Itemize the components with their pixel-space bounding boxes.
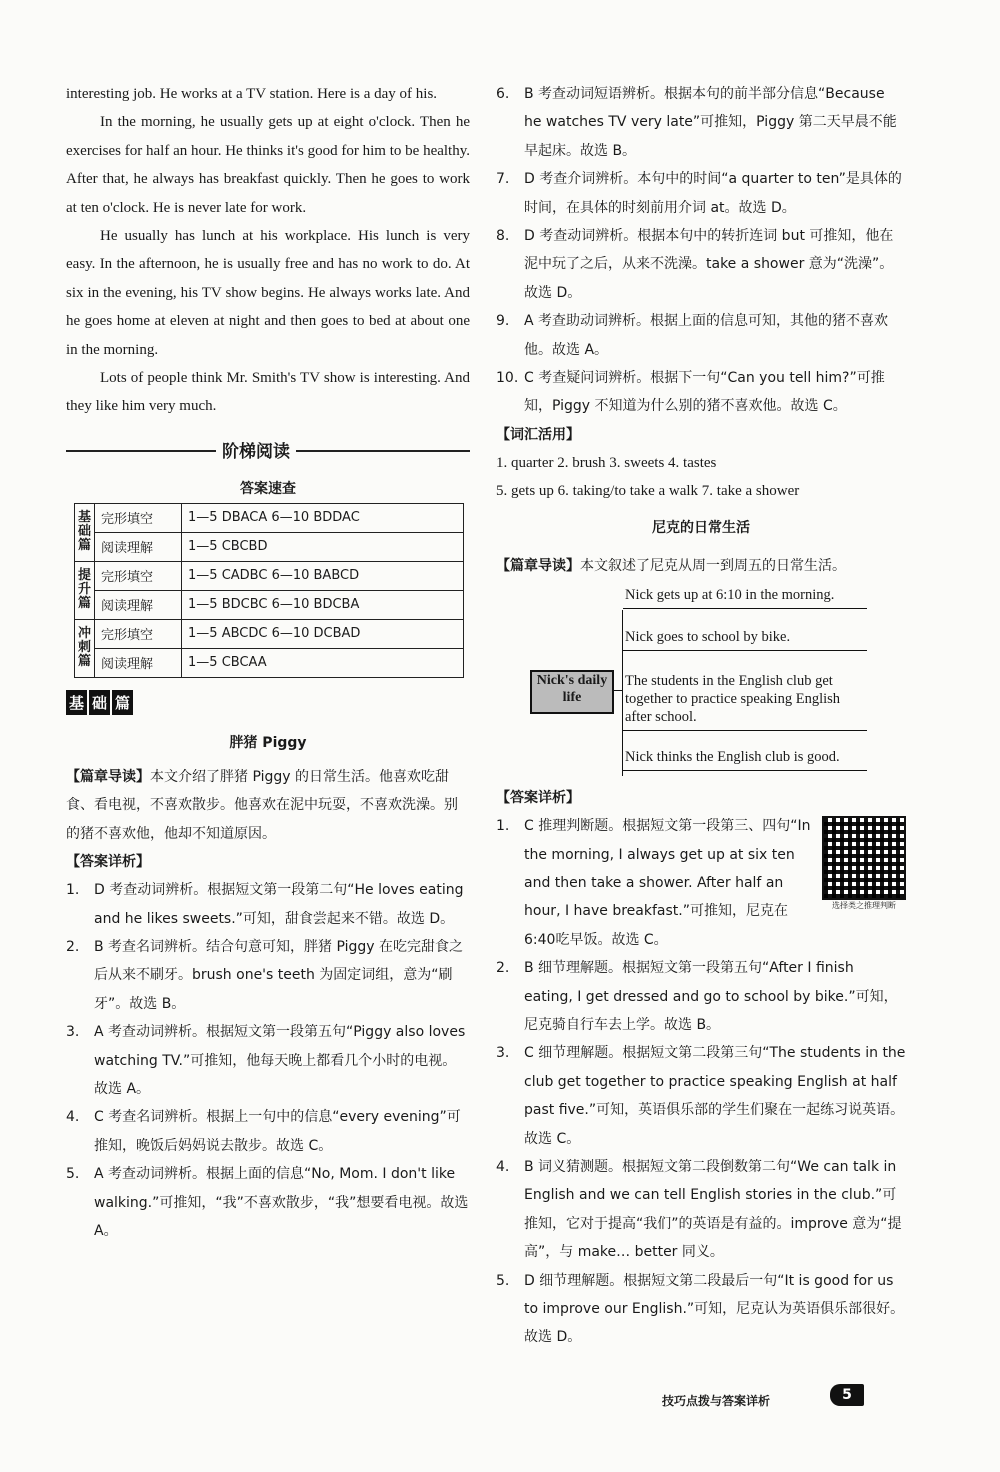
level-cell: 提升篇	[75, 561, 95, 619]
type-cell: 阅读理解	[95, 532, 182, 561]
mind-map	[496, 584, 906, 784]
answer-cell: 1—5 DBACA 6—10 BDDAC	[182, 503, 464, 532]
answer-cell: 1—5 BDCBC 6—10 BDCBA	[182, 590, 464, 619]
answer-item: 10. C 考查疑问词辨析。根据下一句“Can you tell him?”可推知，Piggy 不知道为什么别的猪不喜欢他。故选 C。	[496, 370, 885, 415]
table-title: 答案速查	[240, 480, 296, 497]
type-cell: 完形填空	[95, 619, 182, 648]
answer-item: 2. B 细节理解题。根据短文第一段第五句“After I finish eating, I get dressed and go to school by bike.”可知，尼克骑自行车去上学。故选 B。	[496, 960, 898, 1033]
story-paragraph: interesting job. He works at a TV station. Here is a day of his.	[66, 86, 438, 102]
table-row	[75, 619, 464, 648]
table-row	[75, 590, 464, 619]
answer-item: 1. C 推理判断题。根据短文第一段第三、四句“In the morning, I always get up at six ten and then take a shower. After half an hour, I have breakfast.”可推知，尼克在6:40吃早饭。故选 C。	[496, 818, 811, 948]
article-guide: 【篇章导读】本文叙述了尼克从周一到周五的日常生活。	[496, 557, 846, 574]
vocab-line: 1. quarter 2. brush 3. sweets 4. tastes	[496, 454, 717, 471]
level-cell: 冲刺篇	[75, 619, 95, 677]
answer-item: 3. A 考查动词辨析。根据短文第一段第五句“Piggy also loves watching TV.”可推知，他每天晚上都看几个小时的电视。故选 A。	[66, 1024, 466, 1097]
article-guide: 【篇章导读】本文介绍了胖猪 Piggy 的日常生活。他喜欢吃甜食、看电视，不喜欢散步。他喜欢在泥中玩耍，不喜欢洗澡。别的猪不喜欢他，他却不知道原因。	[66, 768, 458, 842]
answer-cell: 1—5 CADBC 6—10 BABCD	[182, 561, 464, 590]
answer-item: 2. B 考查名词辨析。结合句意可知，胖猪 Piggy 在吃完甜食之后从来不刷牙。brush one's teeth 为固定词组，意为“刷牙”。故选 B。	[66, 938, 464, 1012]
answer-item: 4. B 词义猜测题。根据短文第二段倒数第二句“We can talk in English and we can tell English stories in the club.”可推知，它对于提高“我们”的英语是有益的。improve 意为“提高”，与 make… better 同义。	[496, 1158, 902, 1261]
article-title: 尼克的日常生活	[652, 519, 750, 536]
answer-cell: 1—5 CBCAA	[182, 648, 464, 677]
mind-map-root: Nick's daily life	[530, 670, 614, 714]
answer-item: 3. C 细节理解题。根据短文第二段第三句“The students in the club get together to practice speaking English at half past five.”可知，英语俱乐部的学生们聚在一起练习说英语。故选 C。	[496, 1045, 906, 1147]
table-row	[75, 648, 464, 677]
vocab-tag: 【词汇活用】	[496, 426, 580, 443]
story-paragraph: In the morning, he usually gets up at eight o'clock. Then he exercises for half an hour. He thinks it's good for him to be healthy. After that, he always has breakfast quickly. Then he goes to work at ten o'clock. He is never late for work.	[66, 114, 470, 216]
table-row	[75, 561, 464, 590]
footer-label: 技巧点拨与答案详析	[662, 1394, 771, 1408]
story-paragraph: Lots of people think Mr. Smith's TV show is interesting. And they like him very much.	[66, 370, 470, 415]
type-cell: 完形填空	[95, 561, 182, 590]
table-row	[75, 532, 464, 561]
left-column	[66, 80, 470, 1245]
connector-line	[612, 690, 622, 691]
story-paragraph: He usually has lunch at his workplace. His lunch is very easy. In the afternoon, he is usually free and has no work to do. At six in the evening, his TV show begins. He always works late. And he goes home at eleven at night and then goes to bed at about one in the morning.	[66, 228, 470, 358]
answer-item: 9. A 考查助动词辨析。根据上面的信息可知，其他的猪不喜欢他。故选 A。	[496, 313, 889, 358]
qr-code-icon	[822, 816, 906, 900]
answer-item: 8. D 考查动词辨析。根据本句中的转折连词 but 可推知，他在泥中玩了之后，从来不洗澡。take a shower 意为“洗澡”。故选 D。	[496, 228, 894, 301]
answer-item: 5. D 细节理解题。根据短文第二段最后一句“It is good for us to improve our English.”可知，尼克认为英语俱乐部很好。故选 D。	[496, 1272, 905, 1346]
section-title: 阶梯阅读	[216, 437, 296, 462]
section-header	[66, 435, 470, 467]
mind-map-item: The students in the English club get together to practice speaking English after school.	[623, 670, 867, 731]
table-row	[75, 503, 464, 532]
qr-code[interactable]	[822, 816, 906, 912]
answer-key-table	[74, 503, 464, 678]
detail-tag: 【答案详析】	[66, 854, 150, 871]
answer-cell: 1—5 ABCDC 6—10 DCBAD	[182, 619, 464, 648]
page-number: 5	[830, 1384, 864, 1406]
answer-cell: 1—5 CBCBD	[182, 532, 464, 561]
detail-tag: 【答案详析】	[496, 790, 580, 807]
answer-item: 4. C 考查名词辨析。根据上一句中的信息“every evening”可推知，晚饭后妈妈说去散步。故选 C。	[66, 1109, 461, 1154]
answer-item: 5. A 考查动词辨析。根据上面的信息“No, Mom. I don't like walking.”可推知，“我”不喜欢散步，“我”想要看电视。故选 A。	[66, 1166, 469, 1239]
mind-map-item: Nick thinks the English club is good.	[623, 746, 867, 771]
level-cell: 基础篇	[75, 503, 95, 561]
right-column	[496, 80, 906, 1352]
story-text	[66, 80, 470, 421]
vocab-line: 5. gets up 6. taking/to take a walk 7. take a shower	[496, 483, 800, 500]
level-badge: 基 础 篇	[66, 690, 135, 715]
answer-item: 7. D 考查介词辨析。本句中的时间“a quarter to ten”是具体的时间，在具体的时刻前用介词 at。故选 D。	[496, 171, 902, 216]
type-cell: 阅读理解	[95, 590, 182, 619]
answer-item: 1. D 考查动词辨析。根据短文第一段第二句“He loves eating and he likes sweets.”可知，甜食尝起来不错。故选 D。	[66, 882, 464, 927]
type-cell: 阅读理解	[95, 648, 182, 677]
type-cell: 完形填空	[95, 503, 182, 532]
qr-caption: 选择类之推理判断	[832, 901, 896, 911]
answer-item: 6. B 考查动词短语辨析。根据本句的前半部分信息“Because he watches TV very late”可推知，Piggy 第二天早晨不能早起床。故选 B。	[496, 86, 897, 159]
mind-map-item: Nick goes to school by bike.	[623, 626, 867, 651]
article-title: 胖猪 Piggy	[229, 734, 307, 751]
mind-map-item: Nick gets up at 6:10 in the morning.	[623, 584, 867, 609]
